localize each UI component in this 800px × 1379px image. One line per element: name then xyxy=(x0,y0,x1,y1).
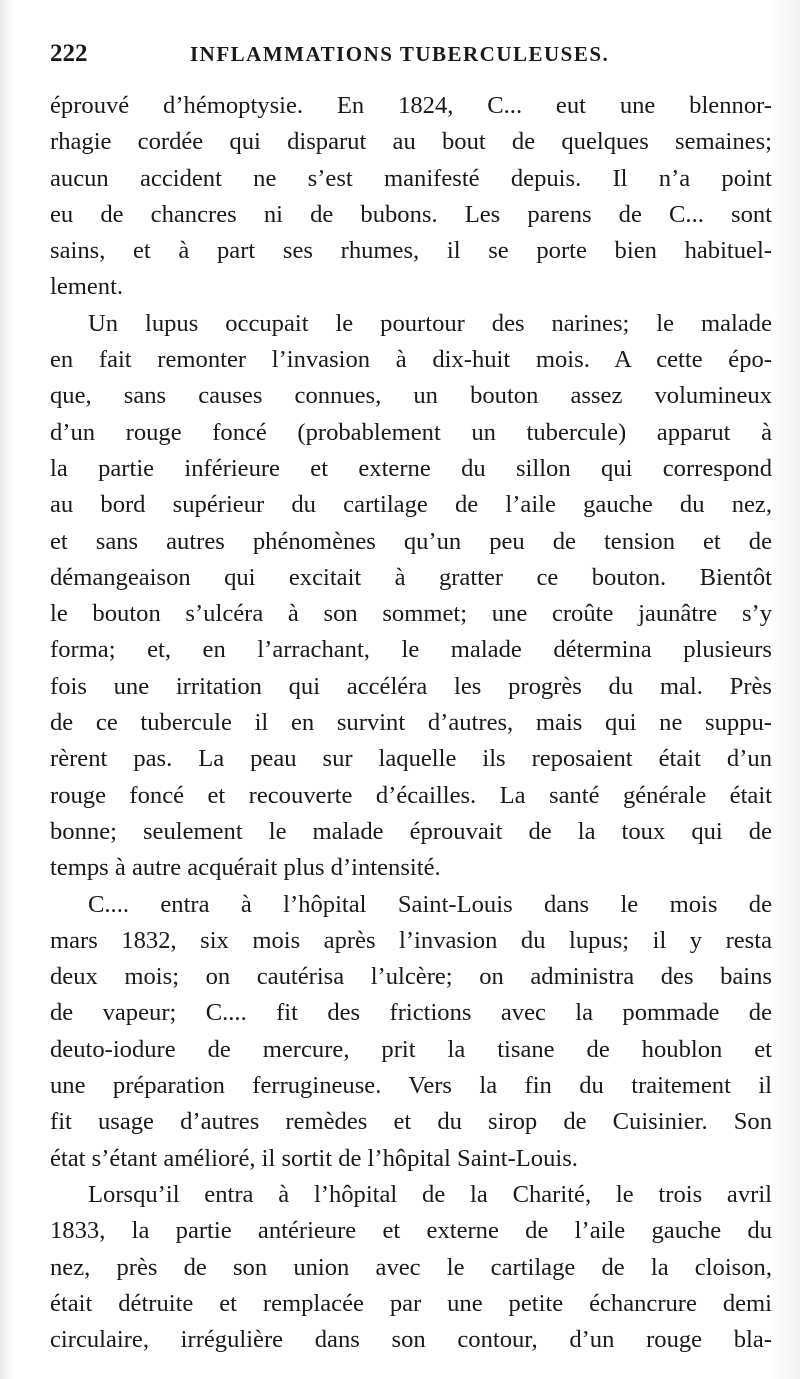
text-line: le bouton s’ulcéra à son sommet; une croûte jaunâtre s’y xyxy=(50,600,772,628)
text-line: et sans autres phénomènes qu’un peu de tension et de xyxy=(50,527,772,555)
text-line: sains, et à part ses rhumes, il se porte bien habituel- xyxy=(50,237,772,265)
text-line: mars 1832, six mois après l’invasion du lupus; il y resta xyxy=(50,926,772,954)
text-line: la partie inférieure et externe du sillon qui correspond xyxy=(50,454,772,482)
text-line: circulaire, irrégulière dans son contour, d’un rouge bla- xyxy=(50,1326,772,1354)
text-line: fois une irritation qui accéléra les progrès du mal. Près xyxy=(50,672,772,700)
page-number: 222 xyxy=(50,40,88,67)
text-line: au bord supérieur du cartilage de l’aile gauche du nez, xyxy=(50,491,772,519)
text-line: deux mois; on cautérisa l’ulcère; on administra des bains xyxy=(50,963,772,991)
text-line: temps à autre acquérait plus d’intensité. xyxy=(50,854,441,882)
text-line: rhagie cordée qui disparut au bout de quelques semaines; xyxy=(50,128,772,156)
text-line: rouge foncé et recouverte d’écailles. La santé générale était xyxy=(50,781,772,809)
text-line: forma; et, en l’arrachant, le malade détermina plusieurs xyxy=(50,636,772,664)
text-line: eu de chancres ni de bubons. Les parens de C... sont xyxy=(50,200,772,228)
text-line: fit usage d’autres remèdes et du sirop de Cuisinier. Son xyxy=(50,1108,772,1136)
text-line: que, sans causes connues, un bouton assez volumineux xyxy=(50,382,772,410)
text-line: une préparation ferrugineuse. Vers la fin du traitement il xyxy=(50,1072,772,1100)
text-line: aucun accident ne s’est manifesté depuis. Il n’a point xyxy=(50,164,772,192)
page-header xyxy=(50,40,772,84)
text-line: deuto-iodure de mercure, prit la tisane de houblon et xyxy=(50,1035,772,1063)
text-line: rèrent pas. La peau sur laquelle ils reposaient était d’un xyxy=(50,745,772,773)
body-text xyxy=(50,88,772,1358)
text-line: éprouvé d’hémoptysie. En 1824, C... eut une blennor- xyxy=(50,92,772,119)
text-line: Lorsqu’il entra à l’hôpital de la Charité, le trois avril xyxy=(88,1180,772,1208)
text-line: démangeaison qui excitait à gratter ce bouton. Bientôt xyxy=(50,563,772,591)
text-line: état s’étant amélioré, il sortit de l’hôpital Saint-Louis. xyxy=(50,1144,578,1172)
text-line: en fait remonter l’invasion à dix-huit mois. A cette épo- xyxy=(50,346,772,374)
text-line: de ce tubercule il en survint d’autres, mais qui ne suppu- xyxy=(50,709,772,737)
text-line: C.... entra à l’hôpital Saint-Louis dans le mois de xyxy=(88,890,772,918)
text-line: 1833, la partie antérieure et externe de l’aile gauche du xyxy=(50,1217,772,1245)
text-line: de vapeur; C.... fit des frictions avec la pommade de xyxy=(50,999,772,1027)
text-line: lement. xyxy=(50,273,124,301)
text-line: Un lupus occupait le pourtour des narines; le malade xyxy=(88,309,772,337)
text-line: d’un rouge foncé (probablement un tubercule) apparut à xyxy=(50,418,772,446)
text-line: nez, près de son union avec le cartilage de la cloison, xyxy=(50,1253,772,1281)
text-line: était détruite et remplacée par une petite échancrure demi xyxy=(50,1289,772,1317)
running-title: INFLAMMATIONS TUBERCULEUSES. xyxy=(190,42,610,66)
text-line: bonne; seulement le malade éprouvait de la toux qui de xyxy=(50,817,772,845)
